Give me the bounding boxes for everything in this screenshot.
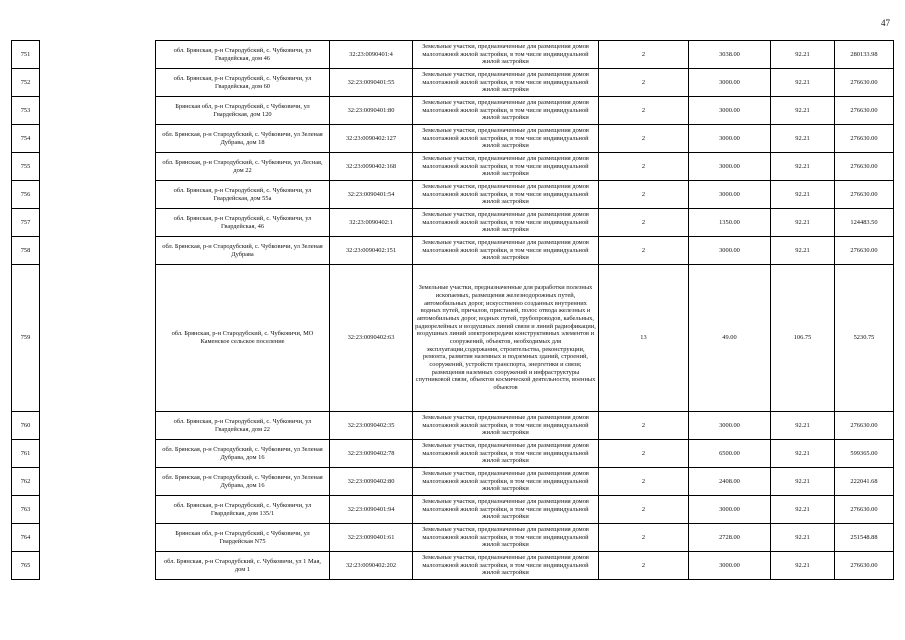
address-cell: обл. Брянская, р-н Стародубский, с. Чубковичи, МО Каменское сельское поселение (156, 265, 330, 412)
cadastral-number-cell: 32:23:0090401:80 (330, 97, 413, 125)
table-row (12, 97, 894, 125)
purpose-cell: Земельные участки, предназначенные для размещения домов малоэтажной жилой застройки, в том числе индивидуальной жилой застройки (413, 209, 599, 237)
address-cell: обл. Брянская, р-н Стародубский, с. Чубковичи, ул Гвардейская, дом 135/1 (156, 496, 330, 524)
rate-cell: 92.21 (771, 153, 835, 181)
row-number-cell: 754 (12, 125, 40, 153)
area-cell: 6500.00 (689, 440, 771, 468)
gap-cell (40, 181, 156, 209)
group-cell: 2 (599, 496, 689, 524)
gap-cell (40, 125, 156, 153)
area-cell: 2728.00 (689, 524, 771, 552)
area-cell: 3000.00 (689, 153, 771, 181)
land-plots-table (11, 40, 894, 580)
total-cell: 276630.00 (835, 125, 894, 153)
table-row (12, 468, 894, 496)
address-cell: обл. Брянская, р-н Стародубский, с. Чубковичи, ул Зеленая Дубрава, дом 16 (156, 468, 330, 496)
cadastral-number-cell: 32:23:0090402:80 (330, 468, 413, 496)
area-cell: 49.00 (689, 265, 771, 412)
group-cell: 2 (599, 97, 689, 125)
gap-cell (40, 496, 156, 524)
address-cell: обл. Брянская, р-н Стародубский, с. Чубковичи, ул 1 Мая, дом 1 (156, 552, 330, 580)
total-cell: 222041.68 (835, 468, 894, 496)
rate-cell: 92.21 (771, 209, 835, 237)
address-cell: обл. Брянская, р-н Стародубский, с. Чубковичи, ул Гвардейская, дом 55а (156, 181, 330, 209)
area-cell: 3000.00 (689, 69, 771, 97)
gap-cell (40, 209, 156, 237)
gap-cell (40, 265, 156, 412)
total-cell: 276630.00 (835, 181, 894, 209)
total-cell: 276630.00 (835, 69, 894, 97)
address-cell: обл. Брянская, р-н Стародубский, с. Чубковичи, ул Гвардейская, дом 46 (156, 41, 330, 69)
table-row (12, 524, 894, 552)
rate-cell: 92.21 (771, 97, 835, 125)
rate-cell: 92.21 (771, 552, 835, 580)
rate-cell: 92.21 (771, 412, 835, 440)
rate-cell: 92.21 (771, 125, 835, 153)
rate-cell: 92.21 (771, 496, 835, 524)
row-number-cell: 755 (12, 153, 40, 181)
group-cell: 2 (599, 440, 689, 468)
purpose-cell: Земельные участки, предназначенные для размещения домов малоэтажной жилой застройки, в том числе индивидуальной жилой застройки (413, 41, 599, 69)
purpose-cell: Земельные участки, предназначенные для размещения домов малоэтажной жилой застройки, в том числе индивидуальной жилой застройки (413, 468, 599, 496)
area-cell: 3000.00 (689, 125, 771, 153)
total-cell: 276630.00 (835, 496, 894, 524)
total-cell: 599365.00 (835, 440, 894, 468)
total-cell: 124483.50 (835, 209, 894, 237)
cadastral-number-cell: 32:23:0090402:78 (330, 440, 413, 468)
group-cell: 2 (599, 125, 689, 153)
address-cell: обл. Брянская, р-н Стародубский, с. Чубковичи, ул Гвардейская, дом 22 (156, 412, 330, 440)
purpose-cell: Земельные участки, предназначенные для размещения домов малоэтажной жилой застройки, в том числе индивидуальной жилой застройки (413, 552, 599, 580)
table-row (12, 41, 894, 69)
row-number-cell: 751 (12, 41, 40, 69)
address-cell: Брянская обл, р-н Стародубский, с Чубковичи, ул Гвардейская, дом 120 (156, 97, 330, 125)
cadastral-number-cell: 32:23:0090402:63 (330, 265, 413, 412)
address-cell: обл. Брянская, р-н Стародубский, с. Чубковичи, ул Гвардейская, 46 (156, 209, 330, 237)
total-cell: 251548.88 (835, 524, 894, 552)
total-cell: 276630.00 (835, 153, 894, 181)
row-number-cell: 762 (12, 468, 40, 496)
purpose-cell: Земельные участки, предназначенные для размещения домов малоэтажной жилой застройки, в том числе индивидуальной жилой застройки (413, 496, 599, 524)
group-cell: 2 (599, 412, 689, 440)
row-number-cell: 753 (12, 97, 40, 125)
gap-cell (40, 552, 156, 580)
rate-cell: 92.21 (771, 41, 835, 69)
row-number-cell: 765 (12, 552, 40, 580)
gap-cell (40, 237, 156, 265)
row-number-cell: 760 (12, 412, 40, 440)
cadastral-number-cell: 32:23:0090401:61 (330, 524, 413, 552)
rate-cell: 92.21 (771, 440, 835, 468)
purpose-cell: Земельные участки, предназначенные для размещения домов малоэтажной жилой застройки, в том числе индивидуальной жилой застройки (413, 69, 599, 97)
gap-cell (40, 69, 156, 97)
row-number-cell: 761 (12, 440, 40, 468)
area-cell: 2408.00 (689, 468, 771, 496)
group-cell: 2 (599, 524, 689, 552)
cadastral-number-cell: 32:23:0090401:54 (330, 181, 413, 209)
cadastral-number-cell: 32:23:0090402:151 (330, 237, 413, 265)
rate-cell: 92.21 (771, 237, 835, 265)
area-cell: 3000.00 (689, 552, 771, 580)
purpose-cell: Земельные участки, предназначенные для размещения домов малоэтажной жилой застройки, в том числе индивидуальной жилой застройки (413, 181, 599, 209)
gap-cell (40, 524, 156, 552)
cadastral-number-cell: 32:23:0090402:35 (330, 412, 413, 440)
table-row (12, 69, 894, 97)
cadastral-number-cell: 32:23:0090402:127 (330, 125, 413, 153)
total-cell: 276630.00 (835, 97, 894, 125)
address-cell: Брянская обл, р-н Стародубский, с Чубковичи, ул Гвардейская N75 (156, 524, 330, 552)
table-row (12, 496, 894, 524)
purpose-cell: Земельные участки, предназначенные для размещения домов малоэтажной жилой застройки, в том числе индивидуальной жилой застройки (413, 125, 599, 153)
gap-cell (40, 41, 156, 69)
purpose-cell: Земельные участки, предназначенные для размещения домов малоэтажной жилой застройки, в том числе индивидуальной жилой застройки (413, 97, 599, 125)
total-cell: 276630.00 (835, 237, 894, 265)
table-row (12, 440, 894, 468)
rate-cell: 92.21 (771, 468, 835, 496)
purpose-cell: Земельные участки, предназначенные для размещения домов малоэтажной жилой застройки, в том числе индивидуальной жилой застройки (413, 524, 599, 552)
row-number-cell: 757 (12, 209, 40, 237)
group-cell: 2 (599, 69, 689, 97)
cadastral-number-cell: 32:23:0090401:94 (330, 496, 413, 524)
area-cell: 3000.00 (689, 181, 771, 209)
group-cell: 2 (599, 41, 689, 69)
table-row (12, 412, 894, 440)
address-cell: обл. Брянская, р-н Стародубский, с. Чубковичи, ул Зеленая Дубрава (156, 237, 330, 265)
total-cell: 5230.75 (835, 265, 894, 412)
cadastral-number-cell: 32:23:0090402:202 (330, 552, 413, 580)
row-number-cell: 763 (12, 496, 40, 524)
total-cell: 280133.98 (835, 41, 894, 69)
rate-cell: 92.21 (771, 524, 835, 552)
purpose-cell: Земельные участки, предназначенные для разработки полезных ископаемых, размещения железнодорожных путей, автомобильных дорог, искусственно созданных внутренних водных путей, причалов, пристаней, полос отвода железных и автомобильных дорог, водных путей, трубопроводов, кабельных, радиорелейных и воздушных линий связи и линий радиофикации, воздушных линий электропередачи конструктивных элементов и сооружений, объектов, необходимых для эксплуатации,содержания, строительства, реконструкции, ремонта, развития наземных и подземных зданий, строений, сооружений, устройств транспорта, энергетики и связи; размещения наземных сооружений и инфраструктуры спутниковой связи, объектов космической деятельности, военных объектов (413, 265, 599, 412)
row-number-cell: 756 (12, 181, 40, 209)
purpose-cell: Земельные участки, предназначенные для размещения домов малоэтажной жилой застройки, в том числе индивидуальной жилой застройки (413, 153, 599, 181)
cadastral-number-cell: 32:23:0090402:168 (330, 153, 413, 181)
group-cell: 2 (599, 237, 689, 265)
group-cell: 2 (599, 153, 689, 181)
table-row (12, 209, 894, 237)
group-cell: 13 (599, 265, 689, 412)
table-row (12, 265, 894, 412)
purpose-cell: Земельные участки, предназначенные для размещения домов малоэтажной жилой застройки, в том числе индивидуальной жилой застройки (413, 237, 599, 265)
group-cell: 2 (599, 552, 689, 580)
table-row (12, 181, 894, 209)
table-row (12, 153, 894, 181)
table-row (12, 125, 894, 153)
area-cell: 1350.00 (689, 209, 771, 237)
group-cell: 2 (599, 468, 689, 496)
row-number-cell: 759 (12, 265, 40, 412)
total-cell: 276630.00 (835, 412, 894, 440)
address-cell: обл. Брянская, р-н Стародубский, с. Чубковичи, ул Зеленая Дубрава, дом 18 (156, 125, 330, 153)
row-number-cell: 758 (12, 237, 40, 265)
cadastral-number-cell: 32:23:0090402:1 (330, 209, 413, 237)
area-cell: 3000.00 (689, 496, 771, 524)
purpose-cell: Земельные участки, предназначенные для размещения домов малоэтажной жилой застройки, в том числе индивидуальной жилой застройки (413, 440, 599, 468)
table-row (12, 237, 894, 265)
area-cell: 3000.00 (689, 97, 771, 125)
gap-cell (40, 412, 156, 440)
area-cell: 3000.00 (689, 237, 771, 265)
gap-cell (40, 468, 156, 496)
rate-cell: 92.21 (771, 69, 835, 97)
group-cell: 2 (599, 209, 689, 237)
purpose-cell: Земельные участки, предназначенные для размещения домов малоэтажной жилой застройки, в том числе индивидуальной жилой застройки (413, 412, 599, 440)
rate-cell: 106.75 (771, 265, 835, 412)
area-cell: 3000.00 (689, 412, 771, 440)
gap-cell (40, 97, 156, 125)
row-number-cell: 752 (12, 69, 40, 97)
address-cell: обл. Брянская, р-н Стародубский, с. Чубковичи, ул Зеленая Дубрава, дом 16 (156, 440, 330, 468)
area-cell: 3038.00 (689, 41, 771, 69)
cadastral-number-cell: 32:23:0090401:4 (330, 41, 413, 69)
cadastral-number-cell: 32:23:0090401:55 (330, 69, 413, 97)
total-cell: 276630.00 (835, 552, 894, 580)
address-cell: обл. Брянская, р-н Стародубский, с. Чубковичи, ул Гвардейская, дом 60 (156, 69, 330, 97)
gap-cell (40, 440, 156, 468)
address-cell: обл. Брянская, р-н Стародубский, с. Чубковичи, ул Лесная, дом 22 (156, 153, 330, 181)
table-row (12, 552, 894, 580)
gap-cell (40, 153, 156, 181)
group-cell: 2 (599, 181, 689, 209)
page-number: 47 (881, 18, 890, 28)
rate-cell: 92.21 (771, 181, 835, 209)
row-number-cell: 764 (12, 524, 40, 552)
